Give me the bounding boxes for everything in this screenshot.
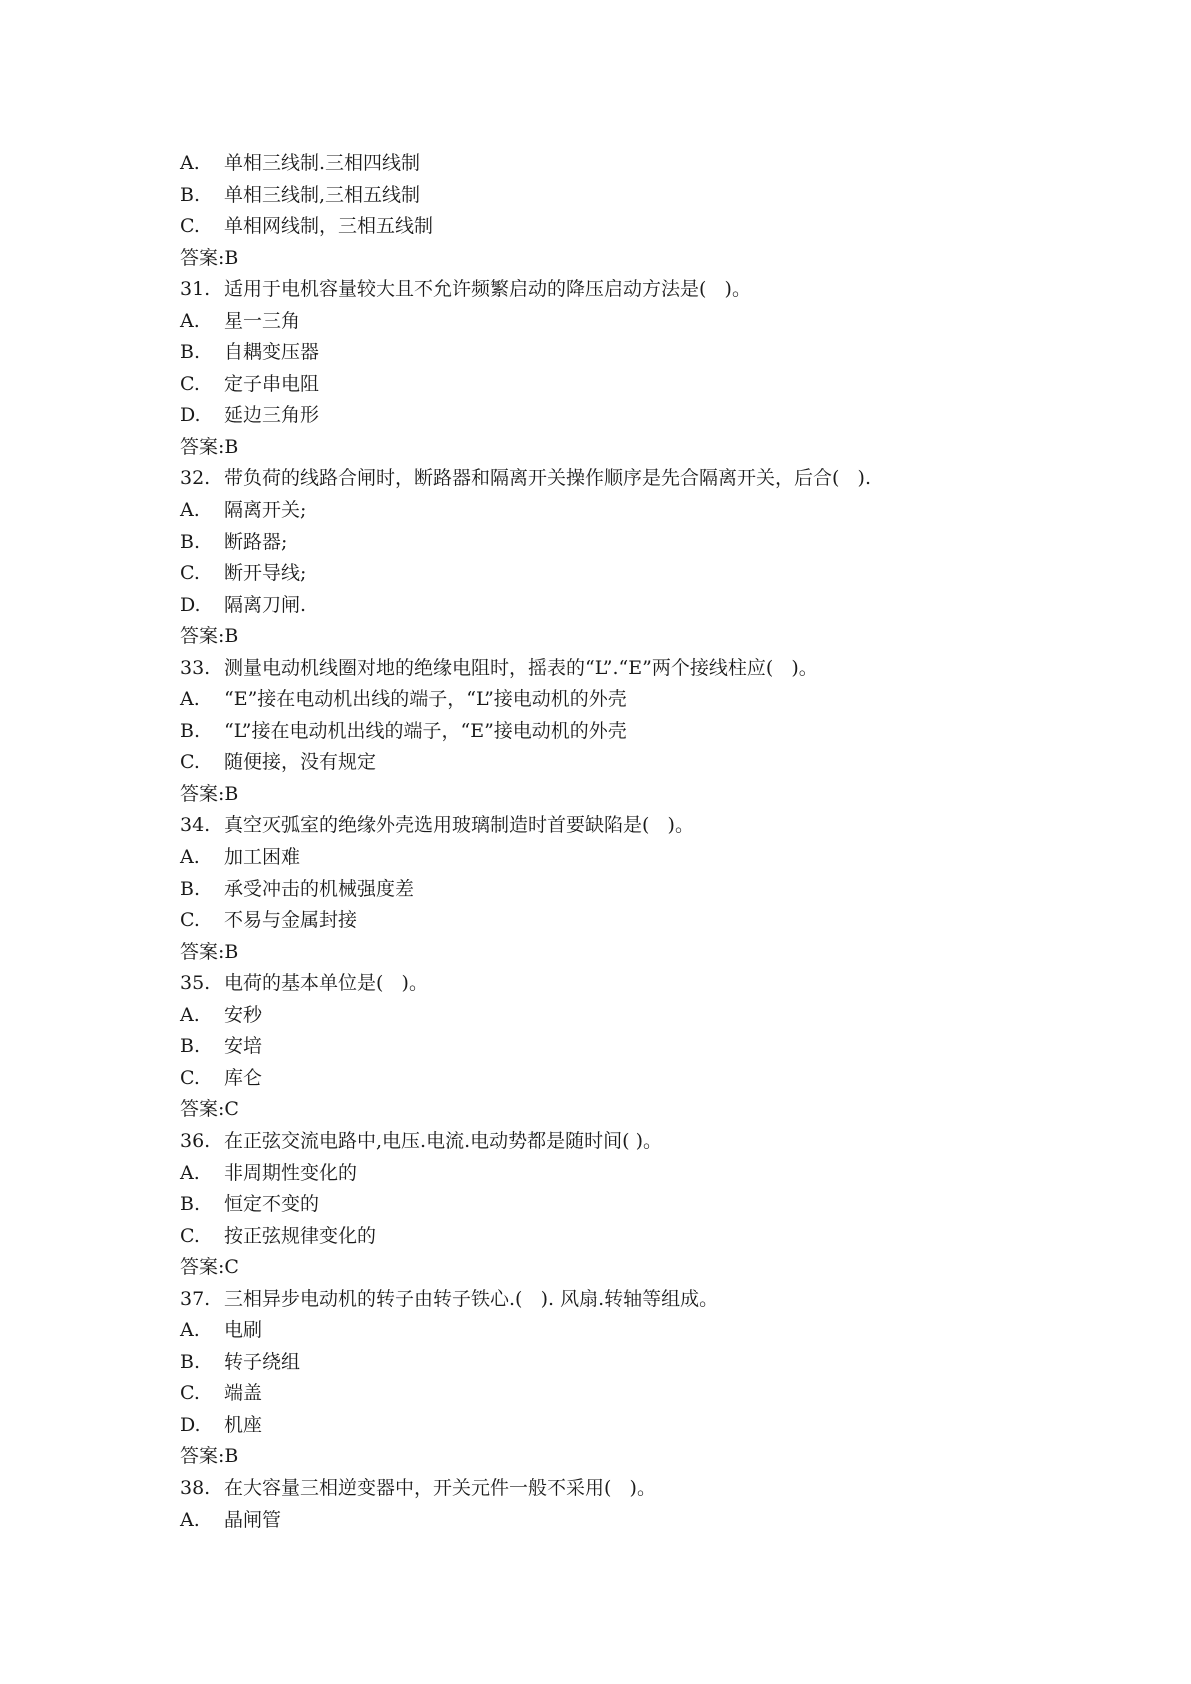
option-label: C. <box>180 1066 200 1089</box>
option-line <box>180 747 1080 779</box>
option-text: “E”接在电动机出线的端子，“L”接电动机的外壳 <box>224 688 627 711</box>
question-number: 36. <box>180 1129 211 1152</box>
option-text: 加工困难 <box>224 846 301 869</box>
answer-line <box>180 779 1080 811</box>
option-line <box>180 684 1080 716</box>
question-line <box>180 274 1080 306</box>
option-line <box>180 1158 1080 1190</box>
option-line <box>180 527 1080 559</box>
option-line <box>180 337 1080 369</box>
option-line <box>180 874 1080 906</box>
option-label: B. <box>180 1350 201 1373</box>
option-text: 不易与金属封接 <box>224 909 358 932</box>
option-text: 延边三角形 <box>224 404 320 427</box>
question-text: 电荷的基本单位是( )。 <box>224 972 428 995</box>
question-line <box>180 1473 1080 1505</box>
option-text: 断路器; <box>224 530 288 553</box>
option-label: B. <box>180 530 201 553</box>
question-text: 真空灭弧室的绝缘外壳选用玻璃制造时首要缺陷是( )。 <box>224 814 694 837</box>
option-label: C. <box>180 372 200 395</box>
option-line <box>180 1000 1080 1032</box>
option-label: D. <box>180 593 201 616</box>
option-text: 单相三线制.三相四线制 <box>224 152 421 174</box>
option-line <box>180 716 1080 748</box>
option-text: 定子串电阻 <box>224 372 320 395</box>
answer-text: 答案:B <box>180 940 239 963</box>
answer-line <box>180 432 1080 464</box>
option-line <box>180 558 1080 590</box>
exam-document <box>180 148 1080 1536</box>
option-text: 库仑 <box>224 1066 263 1089</box>
question-number: 37. <box>180 1287 211 1310</box>
option-text: 机座 <box>224 1413 263 1436</box>
option-label: C. <box>180 751 200 774</box>
option-line <box>180 400 1080 432</box>
question-line <box>180 1126 1080 1158</box>
option-label: B. <box>180 877 201 900</box>
question-text: 在大容量三相逆变器中，开关元件一般不采用( )。 <box>224 1476 656 1499</box>
option-text: 电刷 <box>224 1319 263 1342</box>
option-line <box>180 1410 1080 1442</box>
option-label: B. <box>180 1035 201 1058</box>
option-text: 按正弦规律变化的 <box>224 1224 377 1247</box>
question-line <box>180 463 1080 495</box>
answer-line <box>180 621 1080 653</box>
option-line <box>180 495 1080 527</box>
option-line <box>180 180 1080 212</box>
question-number: 32. <box>180 467 211 490</box>
option-line <box>180 369 1080 401</box>
question-number: 34. <box>180 814 211 837</box>
option-text: 隔离刀闸. <box>224 593 307 616</box>
question-number: 35. <box>180 972 211 995</box>
option-label: A. <box>180 688 200 711</box>
option-text: 安培 <box>224 1035 263 1058</box>
answer-text: 答案:B <box>180 782 239 805</box>
option-line <box>180 1378 1080 1410</box>
question-line <box>180 968 1080 1000</box>
option-label: A. <box>180 846 200 869</box>
answer-text: 答案:B <box>180 435 239 458</box>
answer-text: 答案:B <box>180 1445 239 1468</box>
option-line <box>180 1031 1080 1063</box>
option-label: D. <box>180 404 201 427</box>
answer-line <box>180 1094 1080 1126</box>
option-label: C. <box>180 909 200 932</box>
option-line <box>180 842 1080 874</box>
option-line <box>180 905 1080 937</box>
option-text: 转子绕组 <box>224 1350 301 1373</box>
option-label: C. <box>180 562 200 585</box>
option-text: 单相三线制,三相五线制 <box>224 183 421 206</box>
option-label: B. <box>180 183 201 206</box>
option-line <box>180 1221 1080 1253</box>
option-line <box>180 1505 1080 1537</box>
option-label: B. <box>180 719 201 742</box>
answer-line <box>180 937 1080 969</box>
answer-line <box>180 1441 1080 1473</box>
option-text: 晶闸管 <box>224 1508 282 1531</box>
question-number: 33. <box>180 656 211 679</box>
option-text: 恒定不变的 <box>224 1193 320 1216</box>
option-line <box>180 148 1080 180</box>
answer-text: 答案:C <box>180 1256 239 1279</box>
option-text: 自耦变压器 <box>224 341 320 364</box>
question-number: 31. <box>180 278 211 301</box>
answer-line <box>180 1252 1080 1284</box>
answer-line <box>180 243 1080 275</box>
option-text: 非周期性变化的 <box>224 1161 358 1184</box>
option-text: 随便接，没有规定 <box>224 751 377 774</box>
option-label: C. <box>180 1382 200 1405</box>
question-text: 在正弦交流电路中,电压.电流.电动势都是随时间( )。 <box>224 1129 662 1152</box>
option-text: 端盖 <box>224 1382 263 1405</box>
option-line <box>180 1347 1080 1379</box>
option-line <box>180 590 1080 622</box>
option-label: A. <box>180 1161 200 1184</box>
question-line <box>180 810 1080 842</box>
option-line <box>180 1315 1080 1347</box>
question-number: 38. <box>180 1476 211 1499</box>
option-text: 星一三角 <box>224 309 301 332</box>
option-text: “L”接在电动机出线的端子，“E”接电动机的外壳 <box>224 719 627 742</box>
option-line <box>180 1189 1080 1221</box>
option-text: 断开导线; <box>224 562 307 585</box>
question-line <box>180 1284 1080 1316</box>
option-label: D. <box>180 1413 201 1436</box>
option-label: A. <box>180 152 200 174</box>
question-text: 测量电动机线圈对地的绝缘电阻时，摇表的“L”.“E”两个接线柱应( )。 <box>224 656 818 679</box>
question-text: 带负荷的线路合闸时，断路器和隔离开关操作顺序是先合隔离开关，后合( ). <box>224 467 871 490</box>
option-text: 承受冲击的机械强度差 <box>224 877 415 900</box>
option-label: A. <box>180 499 200 522</box>
option-label: A. <box>180 1319 200 1342</box>
answer-text: 答案:B <box>180 625 239 648</box>
option-line <box>180 211 1080 243</box>
option-text: 单相网线制，三相五线制 <box>224 215 434 238</box>
question-text: 适用于电机容量较大且不允许频繁启动的降压启动方法是( )。 <box>224 278 751 301</box>
question-text: 三相异步电动机的转子由转子铁心.( ). 风扇.转轴等组成。 <box>224 1287 719 1310</box>
option-label: B. <box>180 1193 201 1216</box>
answer-text: 答案:B <box>180 246 239 269</box>
option-label: A. <box>180 1508 200 1531</box>
option-line <box>180 306 1080 338</box>
option-label: C. <box>180 215 200 238</box>
option-label: B. <box>180 341 201 364</box>
answer-text: 答案:C <box>180 1098 239 1121</box>
option-text: 隔离开关; <box>224 499 307 522</box>
option-label: C. <box>180 1224 200 1247</box>
option-line <box>180 1063 1080 1095</box>
option-label: A. <box>180 309 200 332</box>
option-text: 安秒 <box>224 1003 263 1026</box>
option-label: A. <box>180 1003 200 1026</box>
question-line <box>180 653 1080 685</box>
